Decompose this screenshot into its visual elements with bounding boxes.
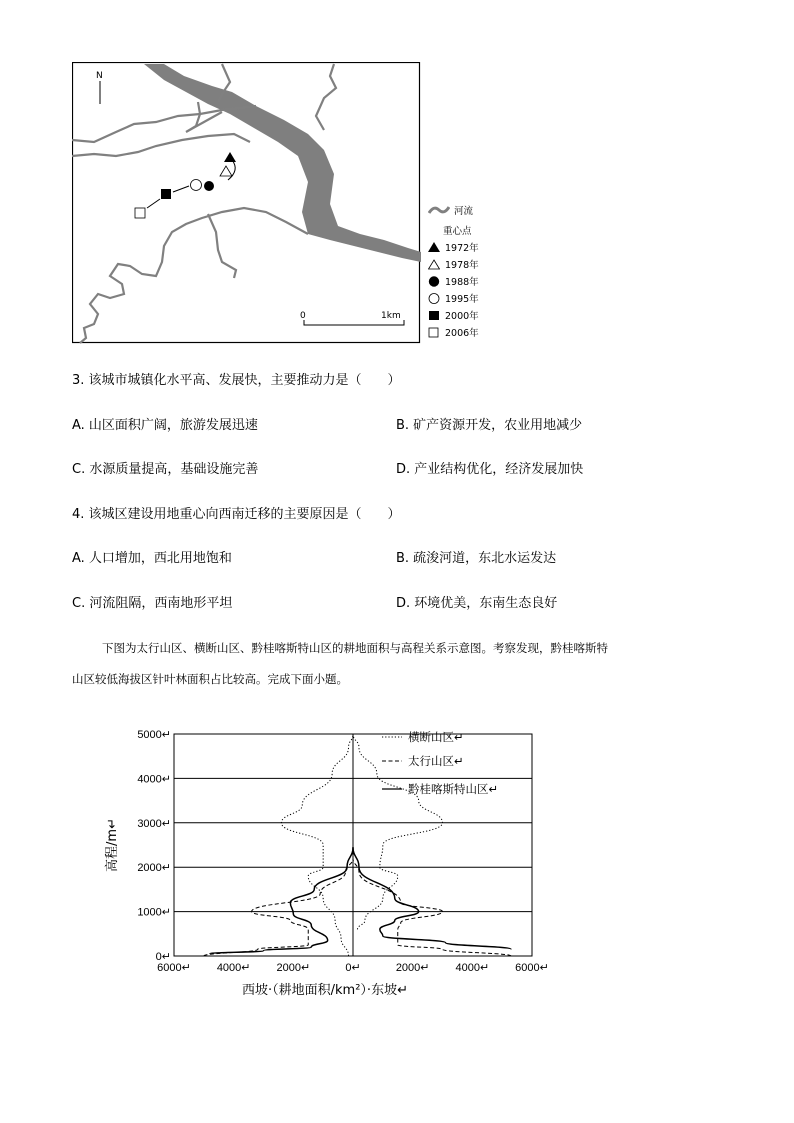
river-map [72, 62, 421, 344]
river-symbol-icon [428, 205, 450, 215]
x-axis-label: 西坡·（耕地面积/km²）·东坡↵ [242, 983, 408, 998]
legend-1988: 1988年 [428, 274, 479, 288]
legend-centroid-title: 重心点 [443, 226, 472, 237]
series-2-east-line [353, 847, 511, 949]
y-tick-label: 4000↵ [137, 773, 171, 786]
legend-2000: 2000年 [428, 308, 479, 322]
legend-label: 太行山区↵ [408, 754, 464, 768]
x-tick-label: 2000↵ [276, 962, 311, 974]
open-triangle-icon [428, 259, 440, 270]
legend-1978: 1978年 [428, 257, 479, 271]
y-tick-label: 0↵ [155, 951, 171, 963]
scale-zero: 0 [300, 311, 306, 321]
intro-line-2: 山区较低海拔区针叶林面积占比较高。完成下面小题。 [72, 672, 348, 686]
filled-triangle-icon [428, 242, 440, 253]
chart-svg [90, 722, 570, 1012]
x-tick-label: 2000↵ [395, 962, 430, 974]
scale-1km: 1km [381, 311, 401, 321]
q4-option-c: C. 河流阻隔，西南地形平坦 [72, 596, 233, 611]
legend-label: 横断山区↵ [408, 730, 464, 744]
y-axis-label: 高程/m↵ [105, 818, 120, 872]
x-tick-label: 6000↵ [157, 962, 191, 974]
q4-stem: 4. 该城区建设用地重心向西南迁移的主要原因是（ ） [72, 507, 401, 522]
y-tick-label: 3000↵ [137, 817, 171, 830]
q4-option-b: B. 疏浚河道，东北水运发达 [396, 551, 557, 566]
y-tick-label: 2000↵ [137, 862, 171, 875]
filled-square-icon [428, 310, 440, 321]
map-figure [72, 62, 421, 344]
marker-2006-open-square-icon [135, 208, 145, 218]
q3-option-d: D. 产业结构优化，经济发展加快 [396, 462, 584, 477]
filled-circle-icon [428, 276, 440, 287]
series-1-west-line [204, 858, 353, 956]
legend-label: 黔桂喀斯特山区↵ [408, 782, 499, 796]
open-square-icon [428, 327, 440, 338]
q3-stem: 3. 该城市城镇化水平高、发展快，主要推动力是（ ） [72, 373, 401, 388]
q3-option-a: A. 山区面积广阔，旅游发展迅速 [72, 418, 258, 433]
x-tick-label: 4000↵ [216, 962, 251, 974]
marker-1995-open-circle-icon [191, 180, 202, 191]
elevation-chart [90, 722, 570, 1012]
y-tick-label: 5000↵ [137, 729, 171, 741]
x-tick-label: 0↵ [345, 962, 361, 974]
legend-2006: 2006年 [428, 325, 479, 339]
legend-1995: 1995年 [428, 291, 479, 305]
y-tick-label: 1000↵ [137, 906, 171, 919]
q4-option-d: D. 环境优美，东南生态良好 [396, 596, 558, 611]
legend-1972: 1972年 [428, 240, 479, 254]
series-2-west-line [210, 847, 353, 954]
q3-option-c: C. 水源质量提高，基础设施完善 [72, 462, 259, 477]
intro-line-1: 下图为太行山区、横断山区、黔桂喀斯特山区的耕地面积与高程关系示意图。考察发现，黔桂喀斯特 [102, 641, 608, 655]
legend-river: 河流 [428, 203, 473, 217]
x-tick-label: 6000↵ [515, 962, 549, 974]
marker-2000-filled-square-icon [161, 189, 171, 199]
series-1-east-line [353, 858, 511, 956]
q4-option-a: A. 人口增加，西北用地饱和 [72, 551, 232, 566]
q3-option-b: B. 矿产资源开发，农业用地减少 [396, 418, 583, 433]
north-label: N [96, 71, 103, 81]
x-tick-label: 4000↵ [455, 962, 490, 974]
open-circle-icon [428, 293, 440, 304]
marker-1988-filled-circle-icon [204, 181, 214, 191]
